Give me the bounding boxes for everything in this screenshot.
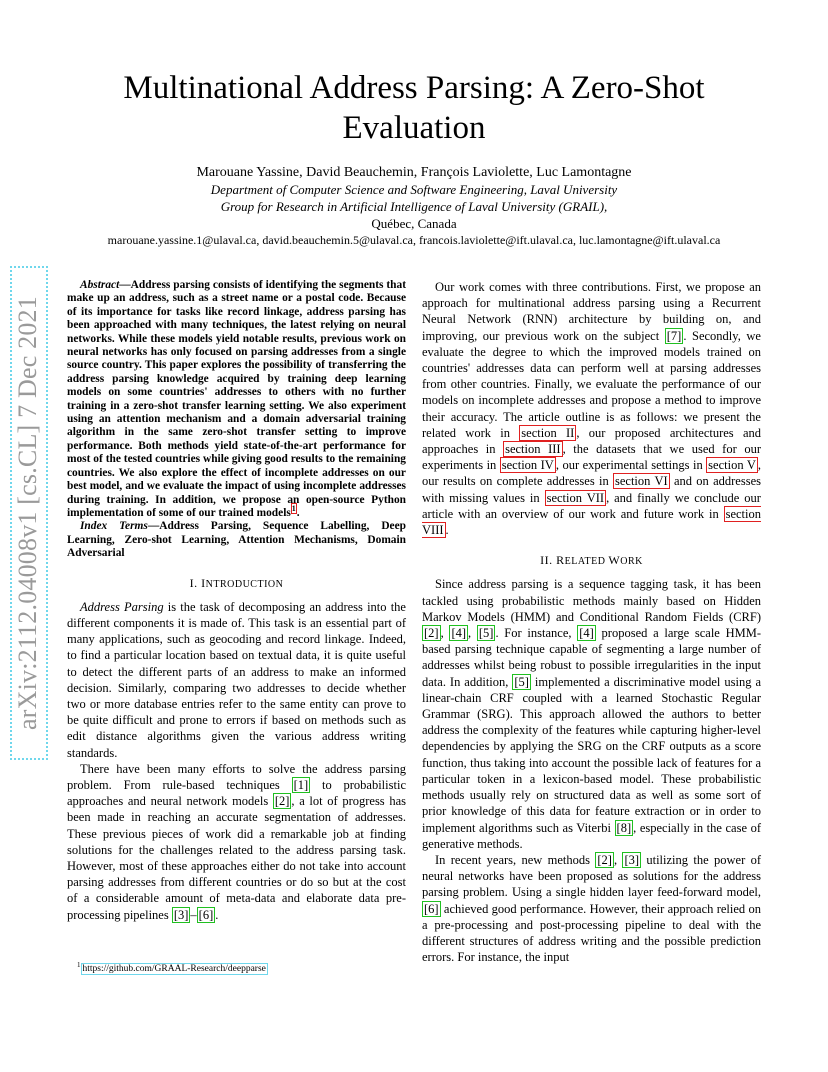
- citation-link[interactable]: [8]: [616, 820, 632, 835]
- index-terms: Index Terms—Address Parsing, Sequence Labelling, Deep Learning, Zero-shot Learning, Attention Mechanisms, Domain Adversarial: [67, 520, 406, 560]
- author-emails: marouane.yassine.1@ulaval.ca, david.beauchemin.5@ulaval.ca, francois.laviolette@ift.ulaval.ca, luc.lamontagne@ift.ulaval.ca: [107, 233, 721, 247]
- footnote: $^1$ https://github.com/GRAAL-Research/deepparse: [77, 961, 266, 975]
- citation-link[interactable]: [2]: [274, 794, 290, 809]
- arxiv-id: arXiv:2112.04008v1 [cs.CL] 7 Dec 2021: [13, 296, 42, 730]
- citation-link[interactable]: [5]: [478, 626, 494, 641]
- citation-link[interactable]: [3]: [624, 852, 640, 867]
- related-paragraph-2: In recent years, new methods [2] , [3] utilizing the power of neural networks have been proposed as solutions for the address parsing problem. Using a single hidden layer feed-forward model, [6] achieved good performance. However, their approach relied on a pre-processing and post-processing pipeline to deal with the different structures of address writing and the possible prediction errors. For instance, the input: [422, 852, 761, 965]
- citation-link[interactable]: [4]: [451, 626, 467, 641]
- affiliation-grail: Group for Research in Artificial Intelligence of Laval University (GRAIL),: [220, 199, 608, 214]
- arxiv-stamp: [11, 268, 45, 758]
- section-link[interactable]: section II: [521, 425, 575, 440]
- footnote-url-link[interactable]: https://github.com/GRAAL-Research/deepparse: [82, 964, 266, 975]
- section-heading-introduction: I. INTRODUCTION: [189, 575, 284, 590]
- contributions-paragraph: Our work comes with three contributions. First, we propose an approach for multinational address parsing using a Recurrent Neural Network (RNN) architecture by building on, and improving, our previous work on the subject [7] . Secondly, we evaluate the degree to which the improved models trained on countries' addresses data can perform well at parsing addresses from other countries. Finally, we evaluate the performance of our models on incomplete addresses and propose a method to improve their accuracy. The article outline is as follows: we present the related work in section II , our proposed architectures and approaches in section III , the datasets that we used for our experiments in section IV , our experimental settings in section V , our results on complete addresses in section VI and on addresses with missing values in section VII , and finally we conclude our article with an overview of our work and future work in section VIII .: [422, 280, 762, 538]
- citation-link[interactable]: [6]: [198, 907, 214, 922]
- section-link[interactable]: section VIII: [422, 506, 761, 538]
- right-column: [422, 279, 761, 965]
- paper-title: Multinational Address Parsing: A Zero-Shot Evaluation: [123, 70, 705, 146]
- left-column: [67, 279, 406, 923]
- intro-paragraph-2: There have been many efforts to solve the address parsing problem. From rule-based techniques [1] to probabilistic approaches and neural network models [2] , a lot of progress has been made in reaching an accurate segmentation of addresses. These previous pieces of work did a remarkable job at finding solutions for the challenges related to the address parsing task. However, most of these approaches either do not take into account parsing addresses from different countries or do so but at the cost of a considerable amount of meta-data and elaborate data pre-processing pipelines [3] – [6] .: [67, 761, 406, 922]
- intro-paragraph-1: Address Parsing is the task of decomposing an address into the different components it is made of. This task is an essential part of many applications, such as geocoding and record linkage. Indeed, to find a particular location based on textual data, it is quite useful to detect the different parts of an address to make an informed decision. Similarly, comparing two addresses to decide whether two or more database entries refer to the same entity can prove to be quite difficult and prone to errors if based on methods such as edit distance algorithms given the various address writing standards.: [67, 599, 406, 760]
- citation-link[interactable]: [6]: [424, 901, 439, 916]
- citation-link[interactable]: [7]: [666, 328, 682, 343]
- authors: Marouane Yassine, David Beauchemin, François Laviolette, Luc Lamontagne: [196, 165, 632, 180]
- section-link[interactable]: section VI: [615, 474, 668, 489]
- citation-link[interactable]: [2]: [597, 852, 612, 867]
- citation-link[interactable]: [3]: [173, 907, 189, 922]
- affiliation-location: Québec, Canada: [371, 216, 457, 231]
- section-heading-related-work: II. RELATED WORK: [540, 553, 643, 568]
- abstract: Abstract—Address parsing consists of identifying the segments that make up an address, such as a street name or a postal code. Because of its importance for tasks like record linkage, address parsing has been approached with many techniques, the latest relying on neural networks. While these models yield notable results, previous work on neural networks has only focused on parsing addresses from a single source country. This paper explores the possibility of transferring the address parsing knowledge acquired by training deep learning models on some countries' addresses to others with no further training in a zero-shot transfer learning setting. We also experiment using an attention mechanism and a domain adversarial training algorithm in the same zero-shot transfer setting to improve performance. Both methods yield state-of-the-art performance for most of the tested countries while giving good results to the remaining countries. We also explore the effect of incomplete addresses on our best model, and we evaluate the impact of using incomplete addresses during training. In addition, we propose an open-source Python implementation of some of our trained models$^1$.: [67, 279, 406, 519]
- citation-link[interactable]: [5]: [514, 674, 529, 689]
- affiliation-dept: Department of Computer Science and Software Engineering, Laval University: [210, 182, 618, 197]
- citation-link[interactable]: [2]: [424, 626, 439, 641]
- section-link[interactable]: section VII: [546, 490, 605, 505]
- section-link[interactable]: section III: [505, 442, 561, 457]
- citation-link[interactable]: [1]: [293, 777, 309, 792]
- footnote-link[interactable]: 1: [291, 504, 296, 514]
- section-link[interactable]: section V: [708, 458, 756, 473]
- section-link[interactable]: section IV: [501, 458, 554, 473]
- citation-link[interactable]: [4]: [579, 626, 594, 641]
- related-paragraph-1: Since address parsing is a sequence tagging task, it has been tackled using probabilistic methods mainly based on Hidden Markov Models (HMM) and Conditional Random Fields (CRF) [2] , [4] , [5] . For instance, [4] proposed a large scale HMM-based parsing technique capable of segmenting a large number of addresses whilst being robust to possible irregularities in the input data. In addition, [5] implemented a discriminative model using a linear-chain CRF coupled with a learned Stochastic Regular Grammar (SRG). This approach allowed the authors to better address the complexity of the features while capturing higher-level dependencies by applying the SRG on the CRF outputs as a score function, thus taking into account the possible lack of features for a particular token in a lexicon-based model. These probabilistic methods usually rely on structured data as well as some sort of prior knowledge of this data for feature extraction or in order to implement algorithms such as Viterbi [8] , especially in the case of generative methods.: [422, 577, 762, 851]
